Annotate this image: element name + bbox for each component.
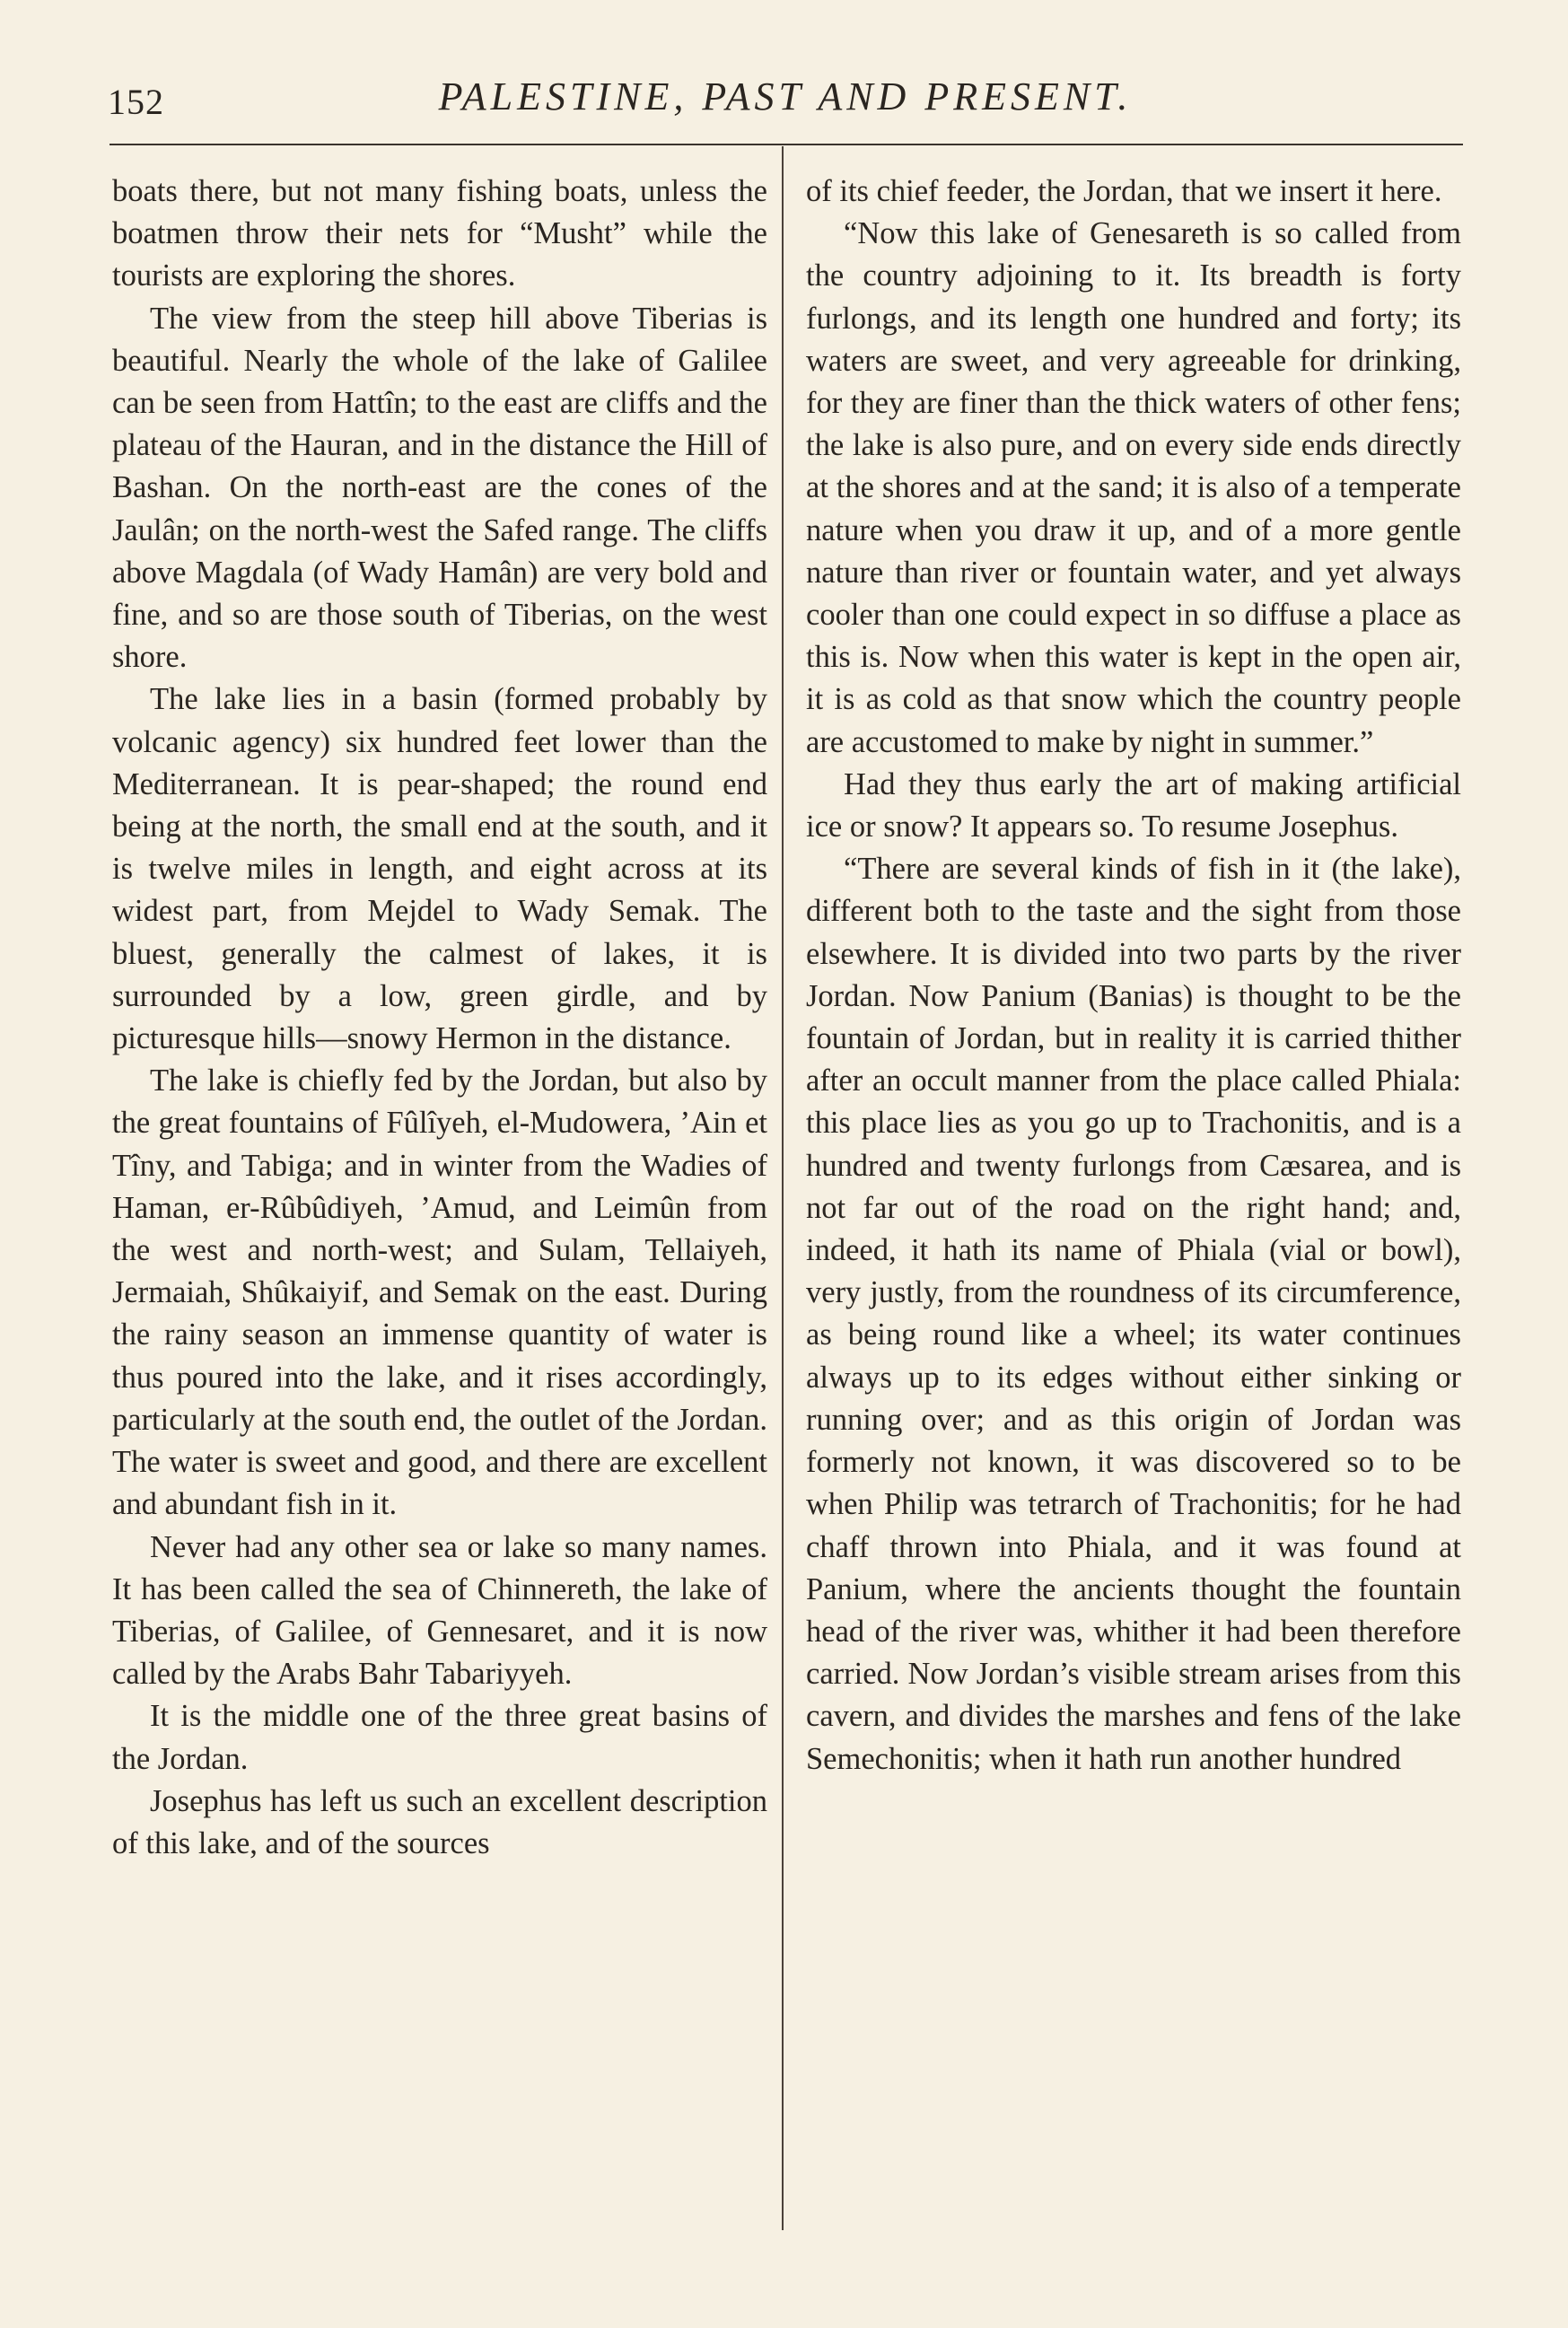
paragraph: “There are several kinds of fish in it (the lake), different both to the taste and the sight from those elsewhere. It is divided into two parts by the river Jordan. Now Panium (Banias) is thought to be the fountain of Jordan, but in reality it is carried thither after an occult manner from the place called Phiala: this place lies as you go up to Trachonitis, and is a hundred and twenty furlongs from Cæsarea, and is not far out of the road on the right hand; and, indeed, it hath its name of Phiala (vial or bowl), very justly, from the roundness of its circumference, as being round like a wheel; its water continues always up to its edges without either sinking or running over; and as this origin of Jordan was formerly not known, it was discovered so to be when Philip was tetrarch of Trachonitis; for he had chaff thrown into Phiala, and it was found at Panium, where the ancients thought the fountain head of the river was, whither it had been therefore carried. Now Jordan’s visible stream arises from this cavern, and divides the marshes and fens of the lake Semechonitis; when it hath run another hundred — [806, 852, 1461, 1776]
column-divider — [782, 146, 784, 2230]
paragraph: Never had any other sea or lake so many names. It has been called the sea of Chinnereth, the lake of Tiberias, of Galilee, of Gennesaret, and it is now called by the Arabs Bahr Tabariyyeh. — [112, 1529, 767, 1692]
running-head — [108, 74, 1463, 127]
paragraph: Had they thus early the art of making artificial ice or snow? It appears so. To resume Josephus. — [806, 766, 1461, 845]
left-column — [112, 171, 767, 1865]
page-number: 152 — [108, 82, 164, 122]
paragraph: The lake is chiefly fed by the Jordan, but also by the great fountains of Fûlîyeh, el-Mudowera, ’Ain et Tîny, and Tabiga; and in winter from the Wadies of Haman, er-Rûbûdiyeh, ’Amud, and Leimûn from the west and north-west; and Sulam, Tellaiyeh, Jermaiah, Shûkaiyif, and Semak on the east. During the rainy season an immense quantity of water is thus poured into the lake, and it rises accordingly, particularly at the south end, the outlet of the Jordan. The water is sweet and good, and there are excellent and abundant fish in it. — [112, 1063, 767, 1522]
paragraph: “Now this lake of Genesareth is so called from the country adjoining to it. Its breadth is forty furlongs, and its length one hundred and forty; its waters are sweet, and very agreeable for drinking, for they are finer than the thick waters of other fens; the lake is also pure, and on every side ends directly at the shores and at the sand; it is also of a temperate nature when you draw it up, and of a more gentle nature than river or fountain water, and yet always cooler than one could expect in so diffuse a place as this is. Now when this water is kept in the open air, it is as cold as that snow which the country people are accustomed to make by night in summer.” — [806, 216, 1461, 759]
running-title: PALESTINE, PAST AND PRESENT. — [438, 74, 1133, 118]
paragraph: The lake lies in a basin (formed probably by volcanic agency) six hundred feet lower than the Mediterranean. It is pear-shaped; the round end being at the north, the small end at the south, and it is twelve miles in length, and eight across at its widest part, from Mejdel to Wady Semak. The bluest, generally the calmest of lakes, it is surrounded by a low, green girdle, and by picturesque hills—snowy Hermon in the distance. — [112, 682, 767, 1056]
paragraph: It is the middle one of the three great basins of the Jordan. — [112, 1699, 767, 1776]
paragraph: of its chief feeder, the Jordan, that we insert it here. — [806, 174, 1442, 208]
paragraph: boats there, but not many fishing boats, unless the boatmen throw their nets for “Musht” while the tourists are exploring the shores. — [112, 174, 767, 293]
header-rule — [109, 144, 1463, 145]
right-column — [806, 171, 1461, 1781]
paragraph: The view from the steep hill above Tiberias is beautiful. Nearly the whole of the lake of Galilee can be seen from Hattîn; to the east are cliffs and the plateau of the Hauran, and in the distance the Hill of Bashan. On the north-east are the cones of the Jaulân; on the north-west the Safed range. The cliffs above Magdala (of Wady Hamân) are very bold and fine, and so are those south of Tiberias, on the west shore. — [112, 301, 767, 675]
paragraph: Josephus has left us such an excellent description of this lake, and of the sources — [112, 1783, 767, 1860]
